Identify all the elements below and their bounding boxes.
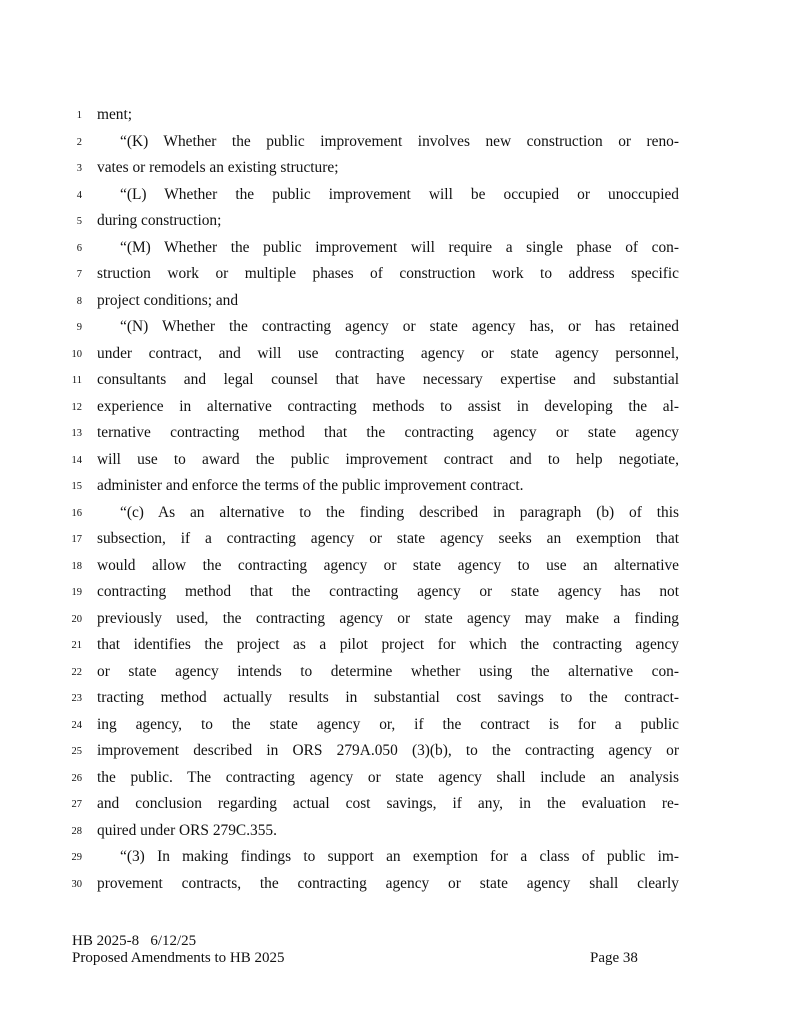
document-line <box>0 527 800 554</box>
document-line <box>0 501 800 528</box>
document-line <box>0 819 800 846</box>
document-line <box>0 607 800 634</box>
document-body <box>0 103 800 898</box>
document-line <box>0 686 800 713</box>
line-text: consultants and legal counsel that have necessary expertise and substantial <box>97 371 679 389</box>
document-line <box>0 660 800 687</box>
line-number: 14 <box>71 454 82 466</box>
line-text: ment; <box>97 106 133 123</box>
line-number: 12 <box>71 401 82 413</box>
line-number: 20 <box>71 613 82 625</box>
document-line <box>0 342 800 369</box>
line-text: subsection, if a contracting agency or state agency seeks an exemption that <box>97 530 679 548</box>
line-text: “(3) In making findings to support an exemption for a class of public im- <box>120 848 679 866</box>
line-number: 6 <box>76 242 82 254</box>
line-text: during construction; <box>97 212 222 230</box>
document-line <box>0 845 800 872</box>
line-number: 30 <box>71 878 82 890</box>
page-number: Page 38 <box>590 950 638 966</box>
line-number: 10 <box>71 348 82 360</box>
document-line <box>0 368 800 395</box>
document-line <box>0 792 800 819</box>
document-line <box>0 315 800 342</box>
line-text: vates or remodels an existing structure; <box>97 159 339 177</box>
line-number: 21 <box>71 640 82 652</box>
line-text: administer and enforce the terms of the public improvement contract. <box>97 477 524 495</box>
line-number: 27 <box>71 799 82 811</box>
line-text: previously used, the contracting agency or state agency may make a finding <box>97 609 679 627</box>
line-number: 15 <box>71 481 82 493</box>
line-text: and conclusion regarding actual cost savings, if any, in the evaluation re- <box>97 795 679 813</box>
line-number: 3 <box>76 163 82 175</box>
document-line <box>0 209 800 236</box>
line-number: 11 <box>71 375 82 387</box>
line-number: 28 <box>71 825 82 837</box>
line-text: struction work or multiple phases of construction work to address specific <box>97 265 679 283</box>
line-text: or state agency intends to determine whether using the alternative con- <box>97 662 679 680</box>
document-line <box>0 872 800 899</box>
document-line <box>0 103 800 130</box>
document-line <box>0 289 800 316</box>
line-number: 9 <box>76 322 82 334</box>
line-number: 19 <box>71 587 82 599</box>
document-line <box>0 633 800 660</box>
footer-title: Proposed Amendments to HB 2025 <box>72 950 285 966</box>
line-text: quired under ORS 279C.355. <box>97 821 277 839</box>
line-number: 22 <box>71 666 82 678</box>
line-number: 26 <box>71 772 82 784</box>
line-number: 8 <box>76 295 82 307</box>
line-text: contracting method that the contracting agency or state agency has not <box>97 583 679 601</box>
line-number: 4 <box>76 189 82 201</box>
line-number: 2 <box>76 136 82 148</box>
document-line <box>0 713 800 740</box>
line-number: 7 <box>76 269 82 281</box>
line-number: 5 <box>76 216 82 228</box>
line-text: that identifies the project as a pilot project for which the contracting agency <box>97 636 679 654</box>
document-line <box>0 448 800 475</box>
line-text: improvement described in ORS 279A.050 (3)(b), to the contracting agency or <box>97 742 679 760</box>
line-text: “(L) Whether the public improvement will be occupied or unoccupied <box>120 185 679 203</box>
line-number: 17 <box>71 534 82 546</box>
line-text: “(M) Whether the public improvement will require a single phase of con- <box>120 238 679 256</box>
line-text: will use to award the public improvement contract and to help negotiate, <box>97 450 679 468</box>
document-line <box>0 236 800 263</box>
line-text: project conditions; and <box>97 291 239 309</box>
line-number: 13 <box>71 428 82 440</box>
line-number: 18 <box>71 560 82 572</box>
line-text: the public. The contracting agency or state agency shall include an analysis <box>97 768 679 786</box>
footer-bill-id: HB 2025-8 6/12/25 <box>72 933 197 949</box>
line-number: 23 <box>71 693 82 705</box>
document-line <box>0 262 800 289</box>
line-text: tracting method actually results in substantial cost savings to the contract- <box>97 689 679 707</box>
line-text: provement contracts, the contracting agency or state agency shall clearly <box>97 874 679 892</box>
line-text: experience in alternative contracting methods to assist in developing the al- <box>97 397 679 415</box>
document-line <box>0 395 800 422</box>
line-text: under contract, and will use contracting agency or state agency personnel, <box>97 344 679 362</box>
document-line <box>0 766 800 793</box>
line-text: would allow the contracting agency or state agency to use an alternative <box>97 556 679 574</box>
line-number: 1 <box>76 110 82 121</box>
document-line <box>0 130 800 157</box>
document-line <box>0 421 800 448</box>
document-line <box>0 739 800 766</box>
document-line <box>0 156 800 183</box>
line-text: “(N) Whether the contracting agency or state agency has, or has retained <box>120 318 679 336</box>
document-line <box>0 474 800 501</box>
document-line <box>0 183 800 210</box>
line-text: “(c) As an alternative to the finding described in paragraph (b) of this <box>120 503 679 521</box>
line-text: ternative contracting method that the contracting agency or state agency <box>97 424 679 442</box>
line-number: 25 <box>71 746 82 758</box>
line-text: ing agency, to the state agency or, if the contract is for a public <box>97 715 679 733</box>
line-number: 24 <box>71 719 82 731</box>
line-text: “(K) Whether the public improvement involves new construction or reno- <box>120 132 679 150</box>
line-number: 29 <box>71 852 82 864</box>
line-number: 16 <box>71 507 82 519</box>
document-line <box>0 554 800 581</box>
document-line <box>0 580 800 607</box>
